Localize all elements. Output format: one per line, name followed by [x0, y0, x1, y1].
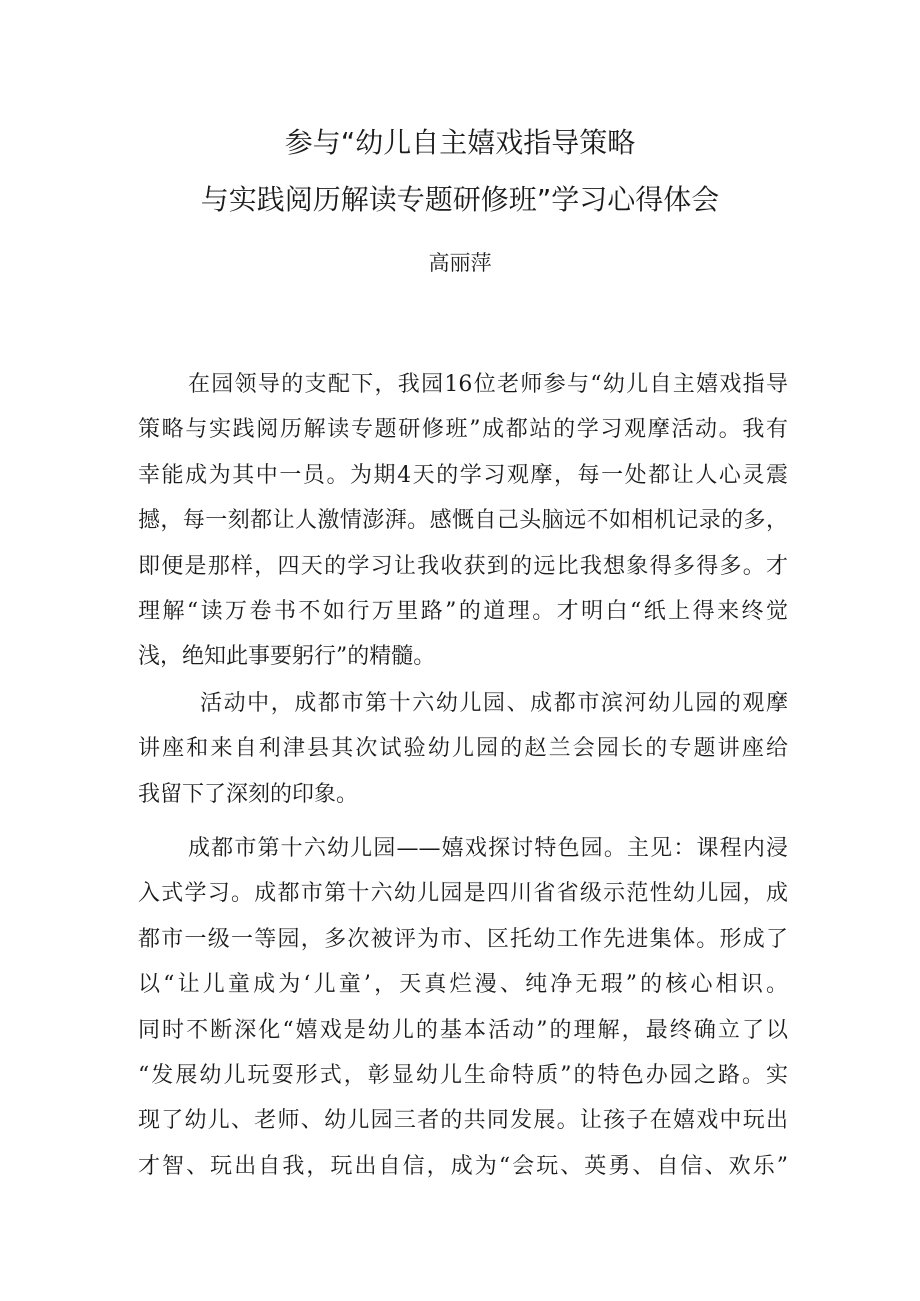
paragraph-line: 浅，绝知此事要躬行”的精髓。	[138, 644, 436, 670]
paragraph-line: “发展幼儿玩耍形式，彰显幼儿生命特质”的特色办园之路。实	[138, 1062, 788, 1088]
paragraph-2	[138, 681, 788, 817]
paragraph-line: 入式学习。成都市第十六幼儿园是四川省省级示范性幼儿园，成	[138, 881, 788, 907]
paragraph-line: 在园领导的支配下，我园16位老师参与“幼儿自主嬉戏指导	[188, 372, 788, 397]
paragraph-line: 活动中，成都市第十六幼儿园、成都市滨河幼儿园的观摩	[200, 691, 788, 716]
paragraph-line: 现了幼儿、老师、幼儿园三者的共同发展。让孩子在嬉戏中玩出	[138, 1108, 788, 1134]
paragraph-line: 都市一级一等园，多次被评为市、区托幼工作先进集体。形成了	[138, 926, 788, 952]
document-title-line-1: 参与“幼儿自主嬉戏指导策略	[284, 126, 636, 159]
paragraph-line: 撼，每一刻都让人激情澎湃。感慨自己头脑远不如相机记录的多，	[138, 508, 788, 534]
paragraph-line: 以“让儿童成为‘儿童’，天真烂漫、纯净无瑕”的核心相识。	[138, 972, 788, 998]
paragraph-line: 成都市第十六幼儿园——嬉戏探讨特色园。主见：课程内浸	[188, 836, 788, 861]
paragraph-line: 即便是那样，四天的学习让我收获到的远比我想象得多得多。才	[138, 553, 788, 579]
paragraph-line: 讲座和来自利津县其次试验幼儿园的赵兰会园长的专题讲座给	[138, 736, 788, 762]
paragraph-line: 才智、玩出自我，玩出自信，成为“会玩、英勇、自信、欢乐”	[138, 1153, 788, 1179]
document-author: 高丽萍	[428, 251, 492, 275]
paragraph-line: 策略与实践阅历解读专题研修班”成都站的学习观摩活动。我有	[138, 417, 788, 443]
paragraph-1	[138, 362, 788, 680]
document-title-line-2: 与实践阅历解读专题研修班”学习心得体会	[200, 183, 720, 216]
paragraph-line: 幸能成为其中一员。为期4天的学习观摩，每一处都让人心灵震	[138, 462, 788, 488]
paragraph-line: 同时不断深化“嬉戏是幼儿的基本活动”的理解，最终确立了以	[138, 1017, 788, 1043]
paragraph-line: 我留下了深刻的印象。	[138, 781, 359, 807]
paragraph-3	[138, 826, 788, 1189]
paragraph-line: 理解“读万卷书不如行万里路”的道理。才明白“纸上得来终觉	[138, 598, 788, 624]
